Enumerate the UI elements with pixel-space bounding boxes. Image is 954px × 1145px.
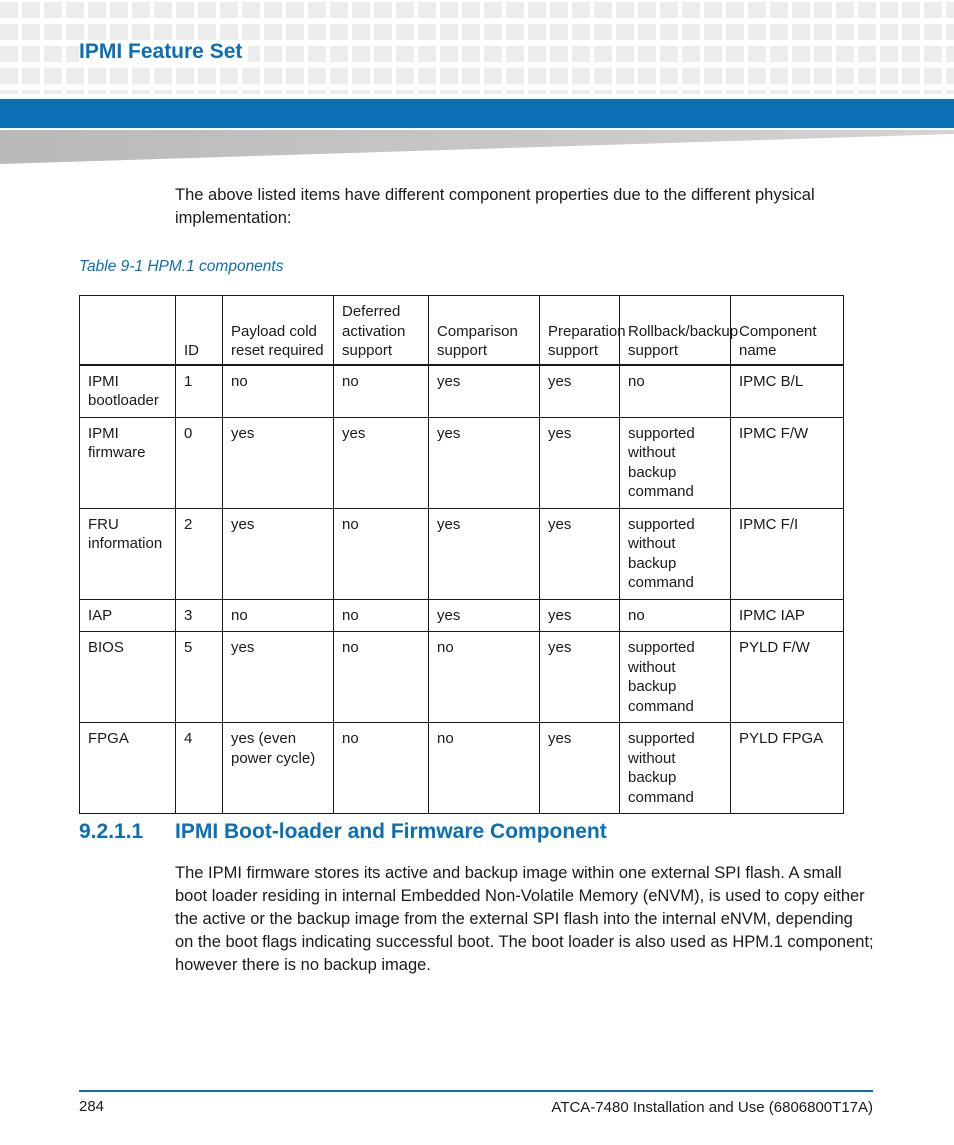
table-row bbox=[80, 417, 844, 508]
table-cell: supported without backup command bbox=[620, 417, 731, 508]
table-cell: no bbox=[334, 365, 429, 418]
table-cell: FPGA bbox=[80, 723, 176, 814]
table-cell: supported without backup command bbox=[620, 632, 731, 723]
section-title: IPMI Boot-loader and Firmware Component bbox=[175, 820, 607, 843]
section-number: 9.2.1.1 bbox=[79, 820, 144, 843]
table-cell: yes bbox=[540, 508, 620, 599]
table-cell: FRU information bbox=[80, 508, 176, 599]
column-header: Deferred activation support bbox=[334, 296, 429, 365]
footer-rule bbox=[79, 1090, 873, 1092]
table-cell: no bbox=[223, 599, 334, 632]
footer-page-number: 284 bbox=[79, 1098, 105, 1115]
table-cell: no bbox=[620, 599, 731, 632]
table-cell: IPMI firmware bbox=[80, 417, 176, 508]
section-body-paragraph: The IPMI firmware stores its active and backup image within one external SPI flash. A small boot loader residing in internal Embedded Non-Volatile Memory (eNVM), is used to copy either the active or the backup image from the external SPI flash into the internal eNVM, depending on the boot flags indicating successful boot. The boot loader is also used as HPM.1 component; however there is no backup image. bbox=[175, 864, 874, 974]
table-cell: yes bbox=[334, 417, 429, 508]
header-blue-bar bbox=[0, 99, 954, 128]
table-cell: IPMC F/W bbox=[731, 417, 844, 508]
column-header: Comparison support bbox=[429, 296, 540, 365]
table-header-row bbox=[80, 296, 844, 365]
table-row bbox=[80, 723, 844, 814]
table-cell: 5 bbox=[176, 632, 223, 723]
hpm-components-table bbox=[79, 295, 844, 814]
table-cell: yes bbox=[540, 599, 620, 632]
table-cell: 1 bbox=[176, 365, 223, 418]
table-cell: yes bbox=[429, 599, 540, 632]
column-header: Rollback/backup support bbox=[620, 296, 731, 365]
table-row bbox=[80, 599, 844, 632]
section-heading bbox=[79, 820, 859, 844]
column-header: Preparation support bbox=[540, 296, 620, 365]
table-cell: yes bbox=[540, 417, 620, 508]
table-row bbox=[80, 508, 844, 599]
table-cell: no bbox=[334, 599, 429, 632]
table-cell: yes bbox=[429, 365, 540, 418]
table-cell: yes bbox=[223, 508, 334, 599]
table-cell: IPMC B/L bbox=[731, 365, 844, 418]
column-header bbox=[80, 296, 176, 365]
column-header: Component name bbox=[731, 296, 844, 365]
table-cell: PYLD F/W bbox=[731, 632, 844, 723]
table-cell: no bbox=[334, 632, 429, 723]
table-cell: yes bbox=[429, 417, 540, 508]
table-cell: yes bbox=[540, 723, 620, 814]
running-header-title: IPMI Feature Set bbox=[79, 40, 248, 64]
table-cell: yes bbox=[223, 417, 334, 508]
table-cell: yes bbox=[223, 632, 334, 723]
header-gray-wedge bbox=[0, 130, 954, 164]
table-cell: yes bbox=[540, 365, 620, 418]
column-header: ID bbox=[176, 296, 223, 365]
table-row bbox=[80, 632, 844, 723]
table-cell: no bbox=[429, 723, 540, 814]
table-cell: 3 bbox=[176, 599, 223, 632]
table-cell: supported without backup command bbox=[620, 508, 731, 599]
table-cell: IPMC F/I bbox=[731, 508, 844, 599]
table-cell: BIOS bbox=[80, 632, 176, 723]
table-cell: supported without backup command bbox=[620, 723, 731, 814]
table-cell: IAP bbox=[80, 599, 176, 632]
table-cell: no bbox=[223, 365, 334, 418]
table-cell: 4 bbox=[176, 723, 223, 814]
table-cell: yes bbox=[429, 508, 540, 599]
table-cell: 0 bbox=[176, 417, 223, 508]
table-cell: no bbox=[620, 365, 731, 418]
footer-document-title: ATCA-7480 Installation and Use (6806800T17A) bbox=[551, 1099, 873, 1116]
intro-paragraph: The above listed items have different component properties due to the different physical implementation: bbox=[175, 186, 815, 227]
table-cell: no bbox=[334, 723, 429, 814]
table-cell: yes bbox=[540, 632, 620, 723]
table-cell: IPMI bootloader bbox=[80, 365, 176, 418]
table-cell: PYLD FPGA bbox=[731, 723, 844, 814]
table-cell: no bbox=[429, 632, 540, 723]
table-cell: no bbox=[334, 508, 429, 599]
column-header: Payload cold reset required bbox=[223, 296, 334, 365]
table-cell: yes (even power cycle) bbox=[223, 723, 334, 814]
table-cell: IPMC IAP bbox=[731, 599, 844, 632]
table-row bbox=[80, 365, 844, 418]
table-caption: Table 9-1 HPM.1 components bbox=[79, 258, 284, 275]
table-cell: 2 bbox=[176, 508, 223, 599]
